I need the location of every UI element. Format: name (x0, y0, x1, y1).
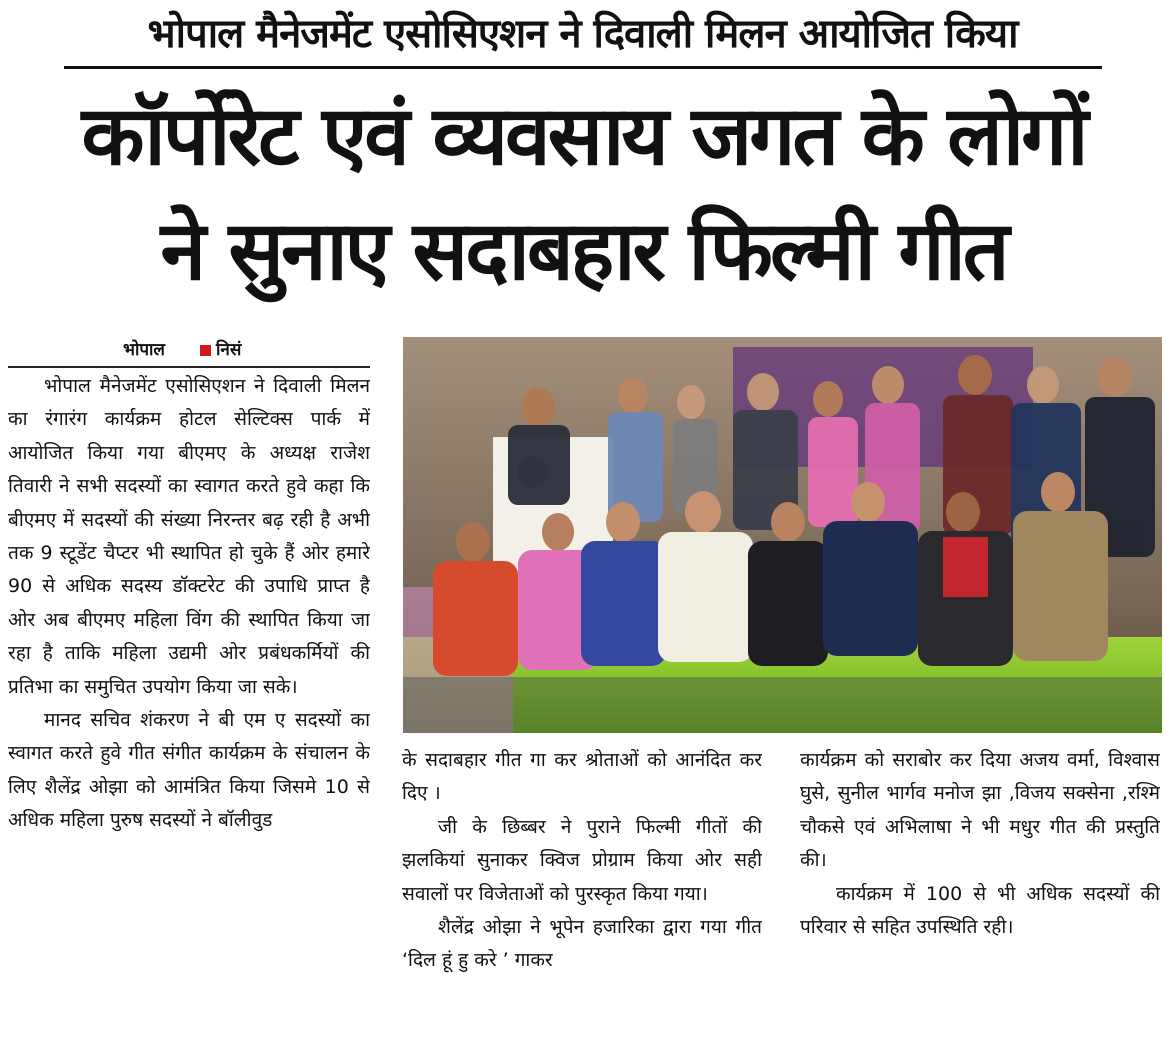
dateline-agency: निसं (216, 340, 242, 360)
kicker-underline (64, 66, 1102, 69)
column-1-paragraph-2: मानद सचिव शंकरण ने बी एम ए सदस्यों का स्वागत करते हुवे गीत संगीत कार्यक्रम के संचालन के लिए शैलेंद्र ओझा को आमंत्रित किया जिसमे 10 से अधिक महिला पुरुष सदस्यों ने बॉलीवुड (8, 709, 370, 832)
column-1-paragraph-1: भोपाल मैनेजमेंट एसोसिएशन ने दिवाली मिलन का रंगारंग कार्यक्रम होटल सेल्टिक्स पार्क में आयोजित किया गया बीएमए के अध्यक्ष राजेश तिवारी ने सभी सदस्यों का स्वागत करते हुवे कहा कि बीएमए में सदस्यों की संख्या निरन्तर बढ़ रही है अभी तक 9 स्टूडेंट चैप्टर भी स्थापित हो चुके हैं ओर हमारे 90 से अधिक सदस्य डॉक्टरेट की उपाधि प्राप्त है ओर अब बीएमए महिला विंग की स्थापित किया जा रहा है ताकि महिला उद्यमी ओर प्रबंधकर्मियों की प्रतिभा का समुचित उपयोग किया जा सके। (8, 375, 370, 698)
article-column-1 (8, 370, 370, 1035)
column-2-paragraph-3: शैलेंद्र ओझा ने भूपेन हजारिका द्वारा गया गीत ‘दिल हूं हु करे ’ गाकर (402, 916, 762, 972)
dateline-divider (8, 366, 370, 368)
column-2-paragraph-2: जी के छिब्बर ने पुराने फिल्मी गीतों की झलकियां सुनाकर क्विज प्रोग्राम किया ओर सही सवालों पर विजेताओं को पुरस्कृत किया गया। (402, 815, 762, 905)
group-photo-illustration (403, 337, 1162, 733)
article-column-2 (402, 744, 762, 1038)
column-3-paragraph-2: कार्यक्रम में 100 से भी अधिक सदस्यों की परिवार से सहित उपस्थिति रही। (800, 882, 1160, 939)
dateline (10, 336, 370, 364)
main-headline-line-2: ने सुनाए सदाबहार फिल्मी गीत (160, 204, 1007, 299)
kicker-headline: भोपाल मैनेजमेंट एसोसिएशन ने दिवाली मिलन आयोजित किया (147, 11, 1018, 57)
column-3-paragraph-1: कार्यक्रम को सराबोर कर दिया अजय वर्मा, विश्वास घुसे, सुनील भार्गव मनोज झा ,विजय सक्सेना ,रश्मि चौकसे एवं अभिलाषा ने भी मधुर गीत की प्रस्तुति की। (800, 749, 1160, 872)
main-headline-line-1: कॉर्पोरेट एवं व्यवसाय जगत के लोगों (81, 89, 1086, 184)
article-column-3 (800, 744, 1160, 1038)
red-square-bullet-icon (200, 345, 211, 356)
column-2-paragraph-1: के सदाबहार गीत गा कर श्रोताओं को आनंदित कर दिए । (402, 749, 762, 805)
event-group-photo (403, 337, 1162, 733)
dateline-place: भोपाल (123, 340, 165, 360)
